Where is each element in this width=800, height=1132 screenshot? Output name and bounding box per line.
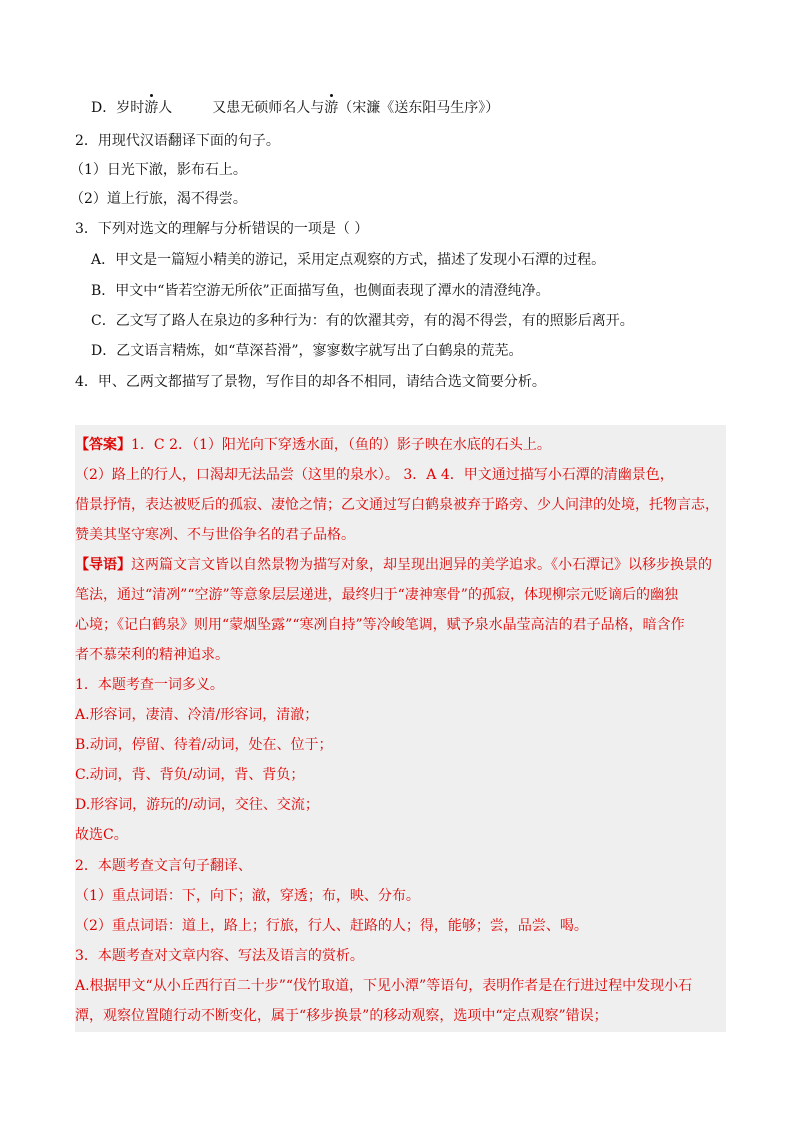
answer-line-1 bbox=[75, 435, 551, 455]
analysis-1-b: B.动词，停留、待着/动词，处在、位于； bbox=[75, 737, 333, 753]
question-3-option-c: C．乙文写了路人在泉边的多种行为：有的饮濯其旁，有的渴不得尝，有的照影后离开。 bbox=[91, 313, 634, 329]
question-3-option-b: B．甲文中“皆若空游无所依”正面描写鱼，也侧面表现了潭水的清澄纯净。 bbox=[91, 283, 550, 299]
answer-line-2: （2）路上的行人，口渴却无法品尝（这里的泉水）。 3．A 4．甲文通过描写小石潭的清幽景色， bbox=[75, 467, 674, 483]
question-4: 4．甲、乙两文都描写了景物，写作目的却各不相同，请结合选文简要分析。 bbox=[75, 374, 546, 390]
analysis-1-title: 1．本题考查一词多义。 bbox=[75, 677, 224, 693]
analysis-2-part-2: （2）重点词语：道上，路上；行旅，行人、赶路的人；得，能够；尝，品尝、喝。 bbox=[75, 918, 588, 934]
answer-text: 1．C 2．（1）阳光向下穿透水面，（鱼的）影子映在水底的石头上。 bbox=[131, 437, 551, 453]
answer-tag: 【答案】 bbox=[75, 437, 131, 453]
option-d-source: （宋濂《送东阳马生序》） bbox=[338, 100, 500, 116]
analysis-2-title: 2．本题考查文言句子翻译、 bbox=[75, 858, 252, 874]
emphasized-word: 游 bbox=[324, 100, 339, 116]
analysis-3-a-line-2: 潭，观察位置随行动不断变化，属于“移步换景”的移动观察，选项中“定点观察”错误； bbox=[75, 1008, 608, 1024]
guide-tag: 【导语】 bbox=[75, 557, 131, 573]
answer-panel bbox=[75, 425, 726, 1032]
guide-line-3: 心境；《记白鹤泉》则用“蒙烟坠露”“寒冽自持”等冷峻笔调，赋予泉水晶莹高洁的君子品格，暗含作 bbox=[75, 617, 685, 633]
analysis-1-conclusion: 故选C。 bbox=[75, 827, 128, 843]
option-d-label: D．岁时 bbox=[91, 100, 145, 116]
guide-line-1 bbox=[75, 555, 712, 575]
question-1-option-d bbox=[91, 98, 499, 118]
option-d-text: 又患无硕师名人与 bbox=[212, 100, 325, 116]
answer-line-4: 赞美其坚守寒冽、不与世俗争名的君子品格。 bbox=[75, 527, 355, 543]
question-2-part-2: （2）道上行旅，渴不得尝。 bbox=[70, 191, 247, 207]
question-3: 3．下列对选文的理解与分析错误的一项是（ ） bbox=[75, 221, 369, 237]
analysis-2-part-1: （1）重点词语：下，向下；澈，穿透；布，映、分布。 bbox=[75, 888, 420, 904]
analysis-1-c: C.动词，背、背负/动词，背、背负； bbox=[75, 767, 305, 783]
emphasized-word: 游 bbox=[144, 100, 159, 116]
option-d-mid: 人 bbox=[158, 100, 173, 116]
analysis-1-a: A.形容词，凄清、冷清/形容词，清澈； bbox=[75, 707, 319, 723]
question-3-option-a: A．甲文是一篇短小精美的游记，采用定点观察的方式，描述了发现小石潭的过程。 bbox=[91, 252, 606, 268]
analysis-3-title: 3．本题考查对文章内容、写法及语言的赏析。 bbox=[75, 948, 364, 964]
guide-line-2: 笔法，通过“清冽”“空游”等意象层层递进，最终归于“凄神寒骨”的孤寂，体现柳宗元贬谪后的幽独 bbox=[75, 587, 678, 603]
guide-text: 这两篇文言文皆以自然景物为描写对象，却呈现出迥异的美学追求。《小石潭记》以移步换景的 bbox=[131, 557, 712, 573]
question-3-option-d: D．乙文语言精炼，如“草深苔滑”，寥寥数字就写出了白鹤泉的荒芜。 bbox=[91, 343, 523, 359]
guide-line-4: 者不慕荣利的精神追求。 bbox=[75, 647, 229, 663]
question-2: 2．用现代汉语翻译下面的句子。 bbox=[75, 133, 280, 149]
analysis-3-a-line-1: A.根据甲文“从小丘西行百二十步”“伐竹取道，下见小潭”等语句，表明作者是在行进过程中发现小石 bbox=[75, 978, 693, 994]
answer-line-3: 借景抒情，表达被贬后的孤寂、凄怆之情；乙文通过写白鹤泉被弃于路旁、少人问津的处境，托物言志， bbox=[75, 497, 719, 513]
analysis-1-d: D.形容词，游玩的/动词，交往、交流； bbox=[75, 797, 319, 813]
question-2-part-1: （1）日光下澈，影布石上。 bbox=[70, 162, 247, 178]
